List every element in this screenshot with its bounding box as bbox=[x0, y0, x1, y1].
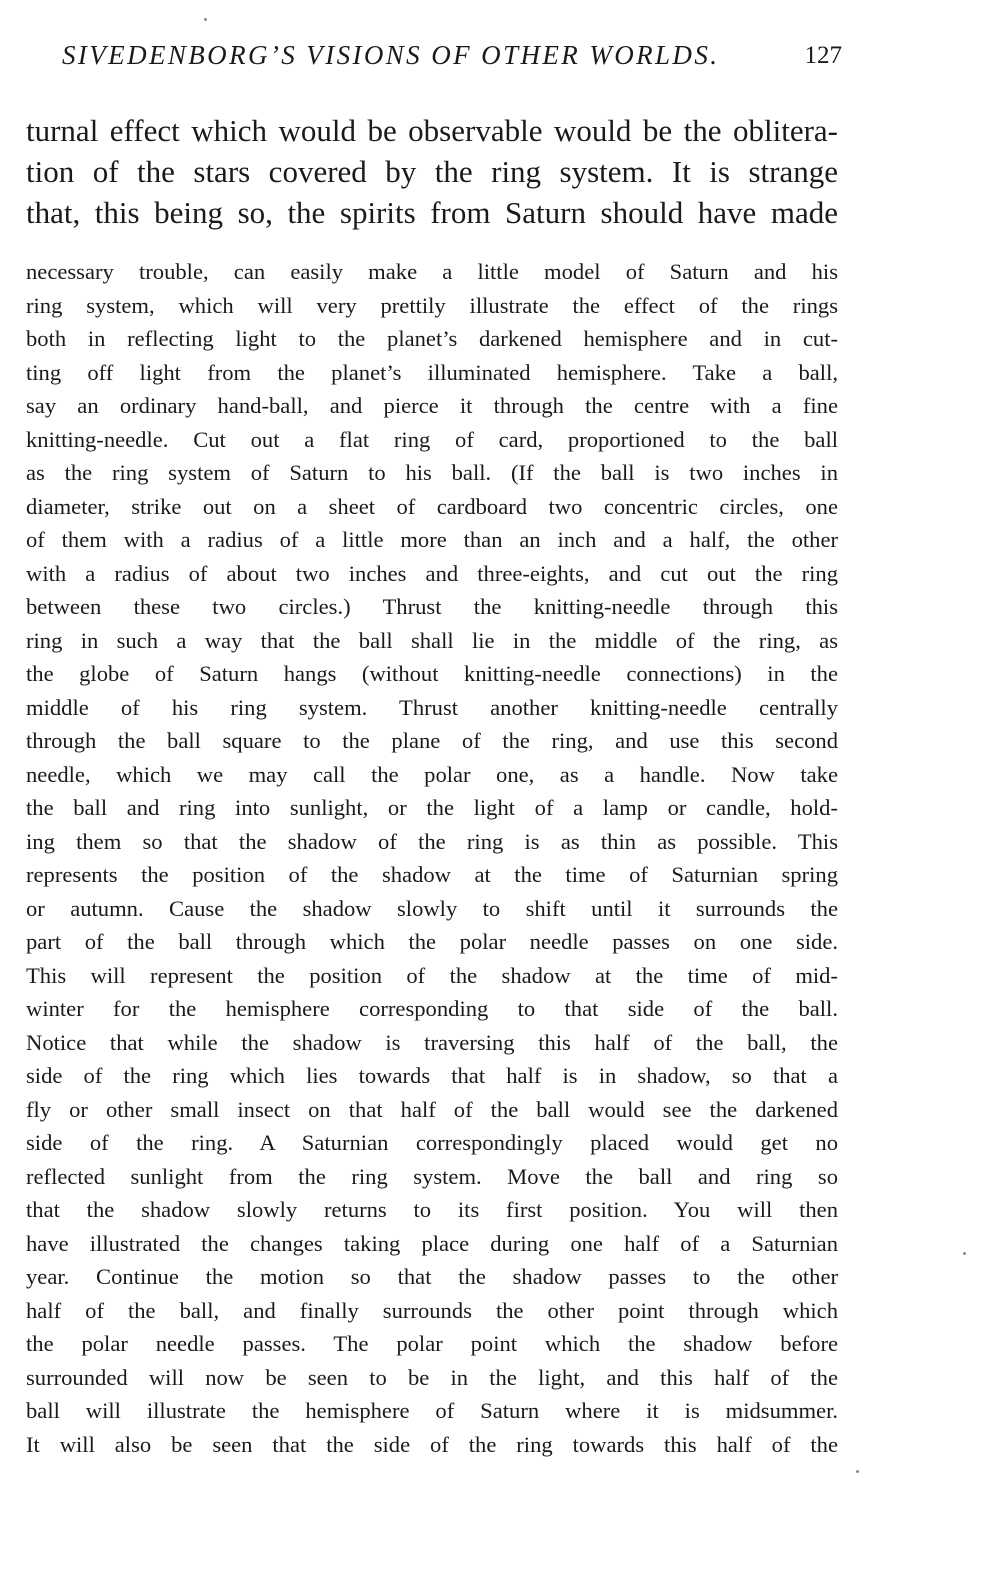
footnote-line: the ball and ring into sunlight, or the light of a lamp or candle, hold- bbox=[26, 795, 838, 820]
footnote-line: have illustrated the changes taking place during one half of a Saturnian bbox=[26, 1230, 838, 1256]
print-speck bbox=[856, 1470, 859, 1473]
running-title: SIVEDENBORG’S VISIONS OF OTHER WORLDS. bbox=[62, 40, 720, 70]
footnote-line: knitting-needle. Cut out a flat ring of card, proportioned to the ball bbox=[26, 426, 838, 452]
footnote-line: represents the position of the shadow at the time of Saturnian spring bbox=[26, 862, 838, 887]
footnote-line: with a radius of about two inches and three-eights, and cut out the ring bbox=[26, 560, 838, 586]
footnote-line: the polar needle passes. The polar point which the shadow before bbox=[26, 1331, 838, 1356]
page-number: 127 bbox=[804, 42, 842, 69]
footnote bbox=[26, 255, 838, 1461]
footnote-line: diameter, strike out on a sheet of cardboard two concentric circles, one bbox=[26, 493, 838, 519]
main-text-line: turnal effect which would be observable would be the oblitera- bbox=[26, 113, 838, 148]
footnote-line: It will also be seen that the side of the ring towards this half of the bbox=[26, 1431, 838, 1457]
running-head bbox=[62, 40, 842, 80]
footnote-line: year. Continue the motion so that the shadow passes to the other bbox=[26, 1264, 838, 1289]
footnote-line: ting off light from the planet’s illuminated hemisphere. Take a ball, bbox=[26, 359, 838, 385]
footnote-line: that the shadow slowly returns to its first position. You will then bbox=[26, 1197, 838, 1222]
footnote-line: between these two circles.) Thrust the knitting-needle through this bbox=[26, 594, 838, 619]
footnote-line: surrounded will now be seen to be in the light, and this half of the bbox=[26, 1364, 838, 1390]
print-speck bbox=[204, 18, 207, 21]
footnote-line: of them with a radius of a little more than an inch and a half, the other bbox=[26, 527, 838, 552]
footnote-line: needle, which we may call the polar one, as a handle. Now take bbox=[26, 761, 838, 787]
main-text bbox=[26, 110, 838, 233]
print-speck bbox=[963, 1252, 966, 1255]
footnote-line: or autumn. Cause the shadow slowly to shift until it surrounds the bbox=[26, 895, 838, 921]
footnote-line: through the ball square to the plane of the ring, and use this second bbox=[26, 728, 838, 753]
footnote-line: both in reflecting light to the planet’s darkened hemisphere and in cut- bbox=[26, 326, 838, 351]
footnote-line: ring system, which will very prettily illustrate the effect of the rings bbox=[26, 292, 838, 318]
footnote-line: as the ring system of Saturn to his ball. (If the ball is two inches in bbox=[26, 460, 838, 485]
footnote-line: the globe of Saturn hangs (without knitting-needle connections) in the bbox=[26, 661, 838, 686]
footnote-line: side of the ring. A Saturnian correspondingly placed would get no bbox=[26, 1130, 838, 1155]
footnote-line: ring in such a way that the ball shall lie in the middle of the ring, as bbox=[26, 627, 838, 653]
footnote-line: reflected sunlight from the ring system. Move the ball and ring so bbox=[26, 1163, 838, 1189]
footnote-line: part of the ball through which the polar needle passes on one side. bbox=[26, 929, 838, 954]
main-text-line: that, this being so, the spirits from Saturn should have made bbox=[26, 195, 838, 230]
footnote-line: middle of his ring system. Thrust another knitting-needle centrally bbox=[26, 694, 838, 720]
footnote-line: fly or other small insect on that half of the ball would see the darkened bbox=[26, 1096, 838, 1122]
footnote-line: say an ordinary hand-ball, and pierce it through the centre with a fine bbox=[26, 393, 838, 418]
footnote-line: ing them so that the shadow of the ring is as thin as possible. This bbox=[26, 828, 838, 854]
footnote-line: half of the ball, and finally surrounds the other point through which bbox=[26, 1297, 838, 1323]
footnote-line: winter for the hemisphere corresponding to that side of the ball. bbox=[26, 996, 838, 1021]
main-text-line: tion of the stars covered by the ring system. It is strange bbox=[26, 154, 838, 189]
footnote-line: ball will illustrate the hemisphere of Saturn where it is midsummer. bbox=[26, 1398, 838, 1423]
footnote-line: Notice that while the shadow is traversing this half of the ball, the bbox=[26, 1029, 838, 1055]
footnote-line: necessary trouble, can easily make a little model of Saturn and his bbox=[26, 259, 838, 284]
footnote-line: This will represent the position of the shadow at the time of mid- bbox=[26, 962, 838, 988]
footnote-line: side of the ring which lies towards that half is in shadow, so that a bbox=[26, 1063, 838, 1088]
